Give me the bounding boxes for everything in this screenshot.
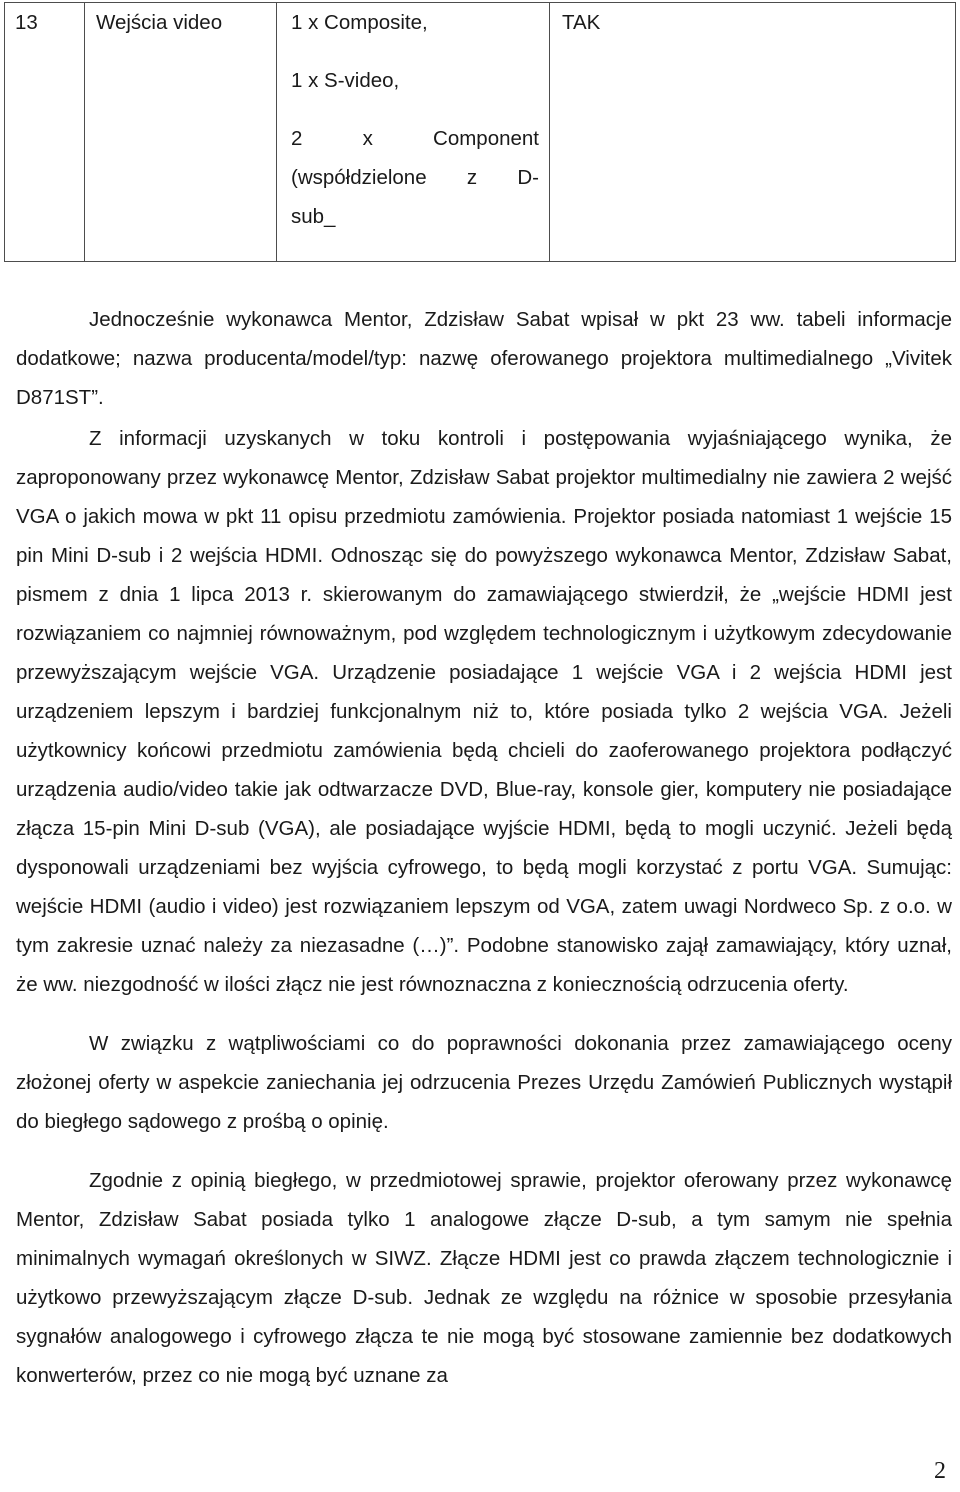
value-line: 2 x Component: [291, 127, 539, 150]
value-line: sub_: [291, 205, 336, 228]
paragraph: W związku z wątpliwościami co do poprawności dokonania przez zamawiającego oceny złożonej oferty w aspekcie zaniechania jej odrzucenia Prezes Urzędu Zamówień Publicznych wystąpił do biegłego sądowego z prośbą o opinię.: [16, 1032, 952, 1133]
value-line: 1 x Composite,: [291, 11, 428, 34]
row-name: Wejścia video: [85, 3, 277, 262]
table-row: [5, 3, 956, 262]
paragraph: Z informacji uzyskanych w toku kontroli i postępowania wyjaśniającego wynika, że zaproponowany przez wykonawcę Mentor, Zdzisław Sabat projektor multimedialny nie zawiera 2 wejść VGA o jakich mowa w pkt 11 opisu przedmiotu zamówienia. Projektor posiada natomiast 1 wejście 15 pin Mini D-sub i 2 wejścia HDMI. Odnosząc się do powyższego wykonawca Mentor, Zdzisław Sabat, pismem z dnia 1 lipca 2013 r. skierowanym do zamawiającego stwierdził, że „wejście HDMI jest rozwiązaniem co najmniej równoważnym, pod względem technologicznym i użytkowym zdecydowanie przewyższającym wejście VGA. Urządzenie posiadające 1 wejście VGA i 2 wejścia HDMI jest urządzeniem lepszym i bardziej funkcjonalnym niż to, które posiada tylko 2 wejścia VGA. Jeżeli użytkownicy końcowi przedmiotu zamówienia będą chcieli do zaoferowanego projektora podłączyć urządzenia audio/video takie jak odtwarzacze DVD, Blue-ray, konsole gier, komputery nie posiadające złącza 15-pin Mini D-sub (VGA), ale posiadające wyjście HDMI, będą to mogli uczynić. Jeżeli będą dysponowali urządzeniami bez wyjścia cyfrowego, to będą mogli korzystać z portu VGA. Sumując: wejście HDMI (audio i video) jest rozwiązaniem lepszym od VGA, zatem uwagi Nordweco Sp. z o.o. w tym zakresie uznać należy za niezasadne (…)”. Podobne stanowisko zajął zamawiający, który uznał, że ww. niezgodność w ilości złącz nie jest równoznaczna z koniecznością odrzucenia oferty.: [16, 427, 952, 996]
row-values: [277, 3, 550, 262]
row-number: 13: [5, 3, 85, 262]
row-flag: TAK: [550, 3, 956, 262]
value-line: 1 x S-video,: [291, 69, 400, 92]
document-body: [16, 300, 952, 1395]
paragraph: Jednocześnie wykonawca Mentor, Zdzisław Sabat wpisał w pkt 23 ww. tabeli informacje dodatkowe; nazwa producenta/model/typ: nazwę oferowanego projektora multimedialnego „Vivitek D871ST”.: [16, 308, 952, 409]
paragraph: Zgodnie z opinią biegłego, w przedmiotowej sprawie, projektor oferowany przez wykonawcę Mentor, Zdzisław Sabat posiada tylko 1 analogowe złącze D-sub, a tym samym nie spełnia minimalnych wymagań określonych w SIWZ. Złącze HDMI jest co prawda złączem technologicznie i użytkowo przewyższającym złącze D-sub. Jednak ze względu na różnice w sposobie przesyłania sygnałów analogowego i cyfrowego złącza te nie mogą być stosowane zamiennie bez dodatkowych konwerterów, przez co nie mogą być uznane za: [16, 1169, 952, 1387]
value-line: (współdzielone z D-: [291, 166, 539, 189]
page-number: 2: [934, 1458, 946, 1484]
specification-table: [4, 2, 956, 262]
